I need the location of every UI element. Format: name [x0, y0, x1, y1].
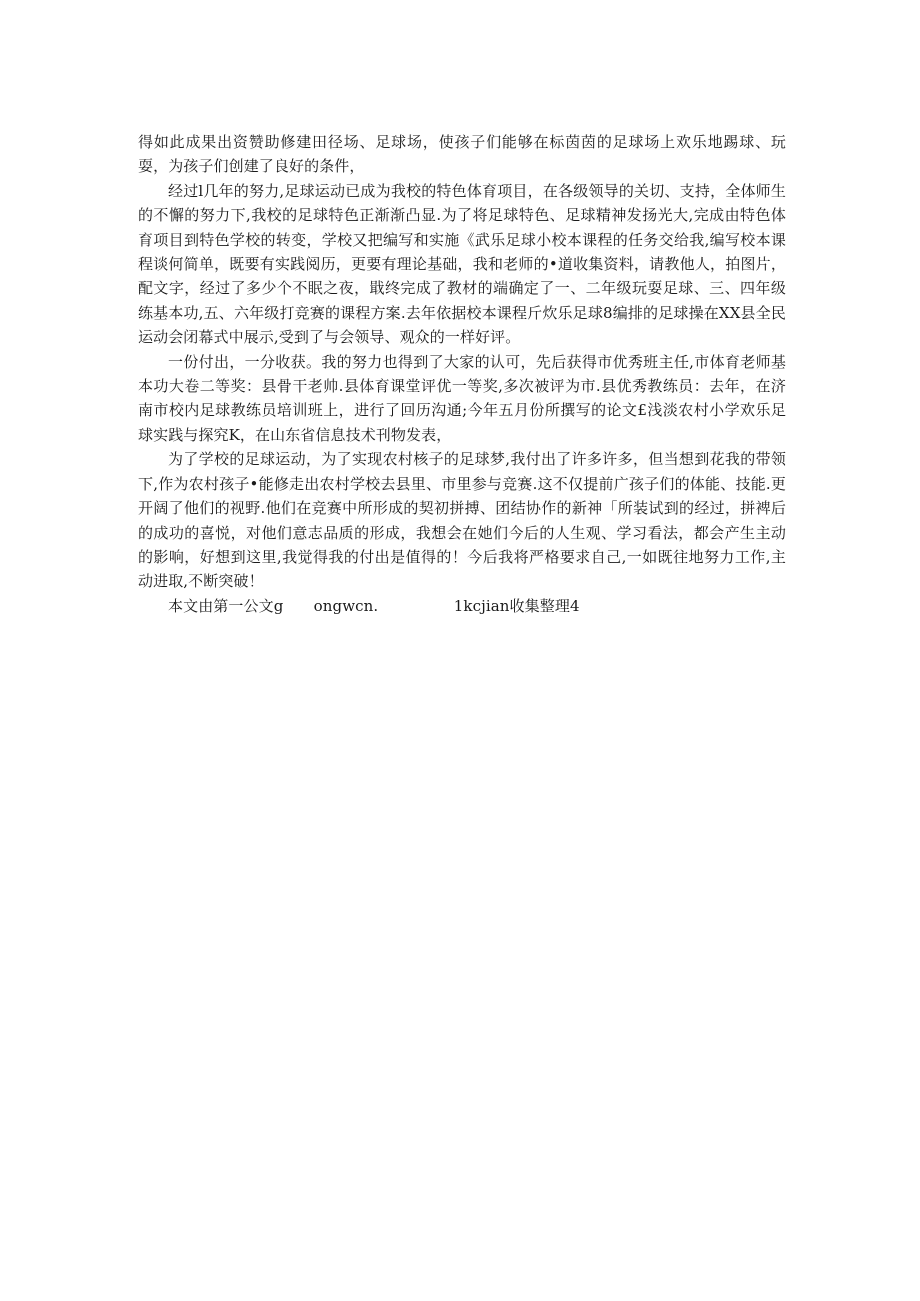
paragraph-continuation: 得如此成果出资赞助修建田径场、足球场，使孩子们能够在标茵茵的足球场上欢乐地踢球、玩耍，为孩子们创建了良好的条件，: [138, 133, 786, 176]
paragraph-achievements: 一份付出，一分收获。我的努力也得到了大家的认可，先后获得市优秀班主任,市体育老师基本功大卷二等奖：县骨干老帅.县体育课堂评优一等奖,多次被评为市.县优秀教练员：去年，在济南市校内足球教练员培训班上，进行了回历沟通;今年五月份所撰写的论文£浅淡农村小学欢乐足球实践与探究K，在山东省信息技术刊物发表，: [138, 352, 786, 444]
paragraph-football-program: 经过l几年的努力,足球运动已成为我校的特色体育项目，在各级领导的关切、支持，全体师生的不懈的努力下,我校的足球特色正渐渐凸显.为了将足球特色、足球精神发扬光大,完成由特色体育项目到特色学校的转变，学校又把编写和实施《武乐足球小校本课程的任务交给我,编写校本课程谈何简单，既要有实践阅历，更要有理论基础，我和老师的•道收集资料，请教他人，拍图片，配文字，经过了多少个不眠之夜，戢终完成了教材的端确定了一、二年级玩耍足球、三、四年级练基本功,五、六年级打竞赛的课程方案.去年依据校本课程斤炊乐足球8编排的足球操在XX县全民运动会闭幕式中展示,受到了与会领导、观众的一样好评。: [138, 181, 786, 347]
paragraph-reflection: 为了学校的足球运动，为了实现农村核子的足球梦,我付出了许多许多，但当想到花我的带领下,作为农村孩子•能修走出农村学校去县里、市里参与竞赛.这不仅提前广孩子们的体能、技能.更开阔了他们的视野.他们在竞赛中所形成的契初拼搏、团结协作的新神「所装试到的经过，拼裨后的成功的喜悦，对他们意志品质的形成，我想会在她们今后的人生观、学习看法，都会产生主动的影响，好想到这里,我觉得我的付出是值得的！今后我将严格要求自己,一如既往地努力工作,主动进取,不断突破！: [138, 450, 786, 591]
source-note: 本文由第一公文g ongwcn. 1kcjian收集整理4: [168, 596, 580, 615]
document-page: [138, 130, 786, 618]
